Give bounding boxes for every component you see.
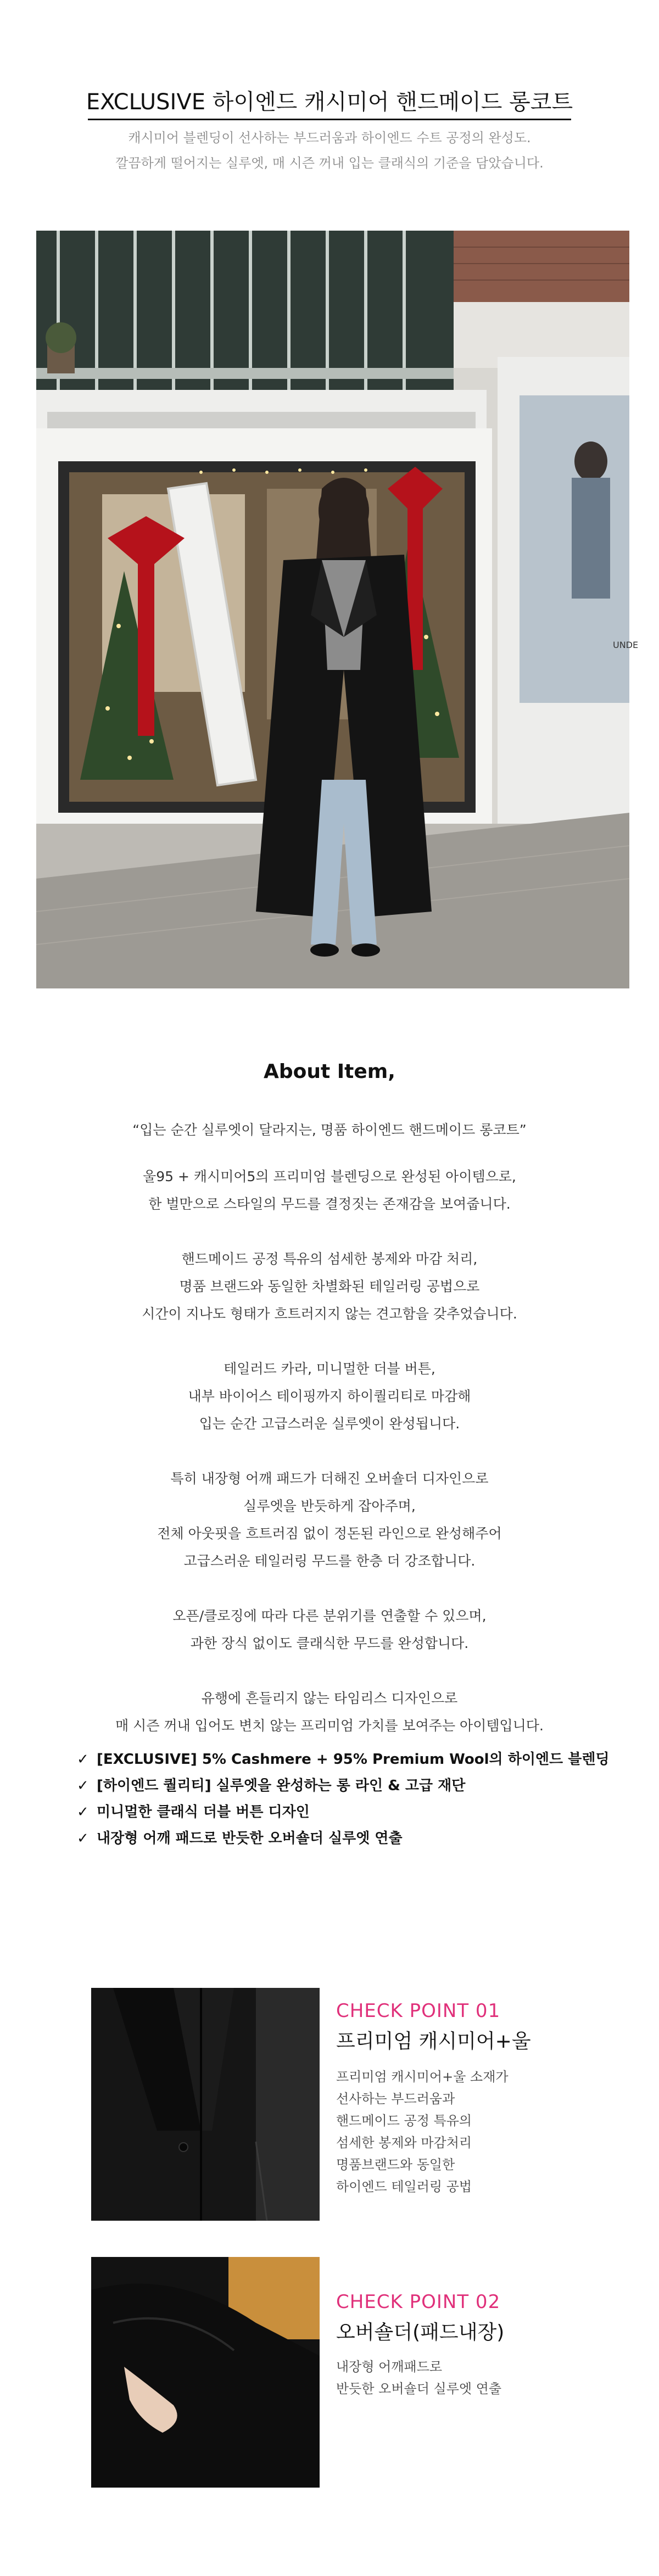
feature-item xyxy=(77,1746,626,1773)
about-line: 시간이 지나도 형태가 흐트러지지 않는 견고함을 갖추었습니다. xyxy=(142,1306,517,1322)
product-title: EXCLUSIVE 하이엔드 캐시미어 핸드메이드 롱코트 xyxy=(86,90,573,115)
about-paragraph-6 xyxy=(0,1685,659,1740)
about-line: 특히 내장형 어깨 패드가 더해진 오버숄더 디자인으로 xyxy=(170,1471,489,1487)
about-line: 핸드메이드 공정 특유의 섬세한 봉제와 마감 처리, xyxy=(181,1251,478,1267)
about-paragraph-1 xyxy=(0,1163,659,1218)
about-paragraph-5 xyxy=(0,1602,659,1657)
about-line: 울95 + 캐시미어5의 프리미엄 블렌딩으로 완성된 아이템으로, xyxy=(143,1169,516,1184)
check-mark-icon: ✓ xyxy=(77,1804,89,1820)
about-line: 테일러드 카라, 미니멀한 더블 버튼, xyxy=(224,1361,435,1377)
checkpoint-1-description xyxy=(336,2066,509,2198)
feature-item xyxy=(77,1825,626,1852)
about-line: 한 벌만으로 스타일의 무드를 결정짓는 존재감을 보여줍니다. xyxy=(148,1196,511,1212)
about-line: 입는 순간 고급스러운 실루엣이 완성됩니다. xyxy=(199,1416,460,1432)
checkpoint-desc-line: 섬세한 봉제와 마감처리 xyxy=(336,2135,472,2150)
title-underline xyxy=(88,119,571,120)
checkpoint-2-label: CHECK POINT 02 xyxy=(336,2291,501,2313)
feature-text: 미니멀한 클래식 더블 버튼 디자인 xyxy=(97,1804,310,1820)
feature-item xyxy=(77,1773,626,1799)
feature-checklist xyxy=(77,1746,626,1852)
hero-model-photo xyxy=(36,231,639,988)
checkpoint-desc-line: 선사하는 부드러움과 xyxy=(336,2091,455,2106)
checkpoint-desc-line: 반듯한 오버숄더 실루엣 연출 xyxy=(336,2381,502,2396)
poster-text: UNDE xyxy=(613,640,639,650)
about-line: 실루엣을 반듯하게 잡아주며, xyxy=(243,1498,416,1514)
checkpoint-desc-line: 하이엔드 테일러링 공법 xyxy=(336,2179,472,2194)
feature-text: [EXCLUSIVE] 5% Cashmere + 95% Premium Wool의 하이엔드 블렌딩 xyxy=(97,1751,610,1768)
check-mark-icon: ✓ xyxy=(77,1830,89,1847)
checkpoint-desc-line: 핸드메이드 공정 특유의 xyxy=(336,2113,472,2128)
feature-text: [하이엔드 퀄리티] 실루엣을 완성하는 롱 라인 & 고급 재단 xyxy=(97,1778,466,1794)
about-line: 오픈/클로징에 따라 다른 분위기를 연출할 수 있으며, xyxy=(172,1608,487,1624)
checkpoint-desc-line: 명품브랜드와 동일한 xyxy=(336,2157,455,2172)
checkpoint-2-shoulder-photo xyxy=(91,2257,320,2488)
checkpoint-1-label: CHECK POINT 01 xyxy=(336,2000,501,2022)
product-subtitle-line-2: 깔끔하게 떨어지는 실루엣, 매 시즌 꺼내 입는 클래식의 기준을 담았습니다. xyxy=(115,155,544,171)
checkpoint-desc-line: 내장형 어깨패드로 xyxy=(336,2359,443,2374)
product-header xyxy=(0,0,659,209)
about-line: 매 시즌 꺼내 입어도 변치 않는 프리미엄 가치를 보여주는 아이템입니다. xyxy=(115,1718,544,1734)
about-line: 명품 브랜드와 동일한 차별화된 테일러링 공법으로 xyxy=(179,1278,480,1294)
checkpoint-2-description xyxy=(336,2356,501,2400)
about-line: 과한 장식 없이도 클래식한 무드를 완성합니다. xyxy=(190,1635,469,1651)
about-item-title: About Item, xyxy=(264,1060,395,1083)
checkpoint-1-heading: 프리미엄 캐시미어+울 xyxy=(336,2030,531,2053)
product-subtitle-line-1: 캐시미어 블렌딩이 선사하는 부드러움과 하이엔드 수트 공정의 완성도. xyxy=(128,130,531,146)
about-line: 고급스러운 테일러링 무드를 한층 더 강조합니다. xyxy=(183,1553,476,1569)
feature-text: 내장형 어깨 패드로 반듯한 오버숄더 실루엣 연출 xyxy=(97,1830,403,1847)
about-quote: “입는 순간 실루엣이 달라지는, 명품 하이엔드 핸드메이드 롱코트” xyxy=(132,1122,527,1138)
about-line: 내부 바이어스 테이핑까지 하이퀄리티로 마감해 xyxy=(188,1388,471,1404)
about-line: 유행에 흔들리지 않는 타임리스 디자인으로 xyxy=(201,1690,458,1706)
about-paragraph-3 xyxy=(0,1355,659,1438)
about-paragraph-2 xyxy=(0,1245,659,1328)
about-paragraph-4 xyxy=(0,1465,659,1575)
check-mark-icon: ✓ xyxy=(77,1778,89,1794)
about-line: 전체 아웃핏을 흐트러짐 없이 정돈된 라인으로 완성해주어 xyxy=(157,1526,502,1541)
checkpoint-desc-line: 프리미엄 캐시미어+울 소재가 xyxy=(336,2069,509,2085)
check-mark-icon: ✓ xyxy=(77,1751,89,1768)
checkpoint-2-heading: 오버숄더(패드내장) xyxy=(336,2321,505,2344)
checkpoint-1-fabric-photo xyxy=(91,1988,320,2221)
feature-item xyxy=(77,1799,626,1825)
